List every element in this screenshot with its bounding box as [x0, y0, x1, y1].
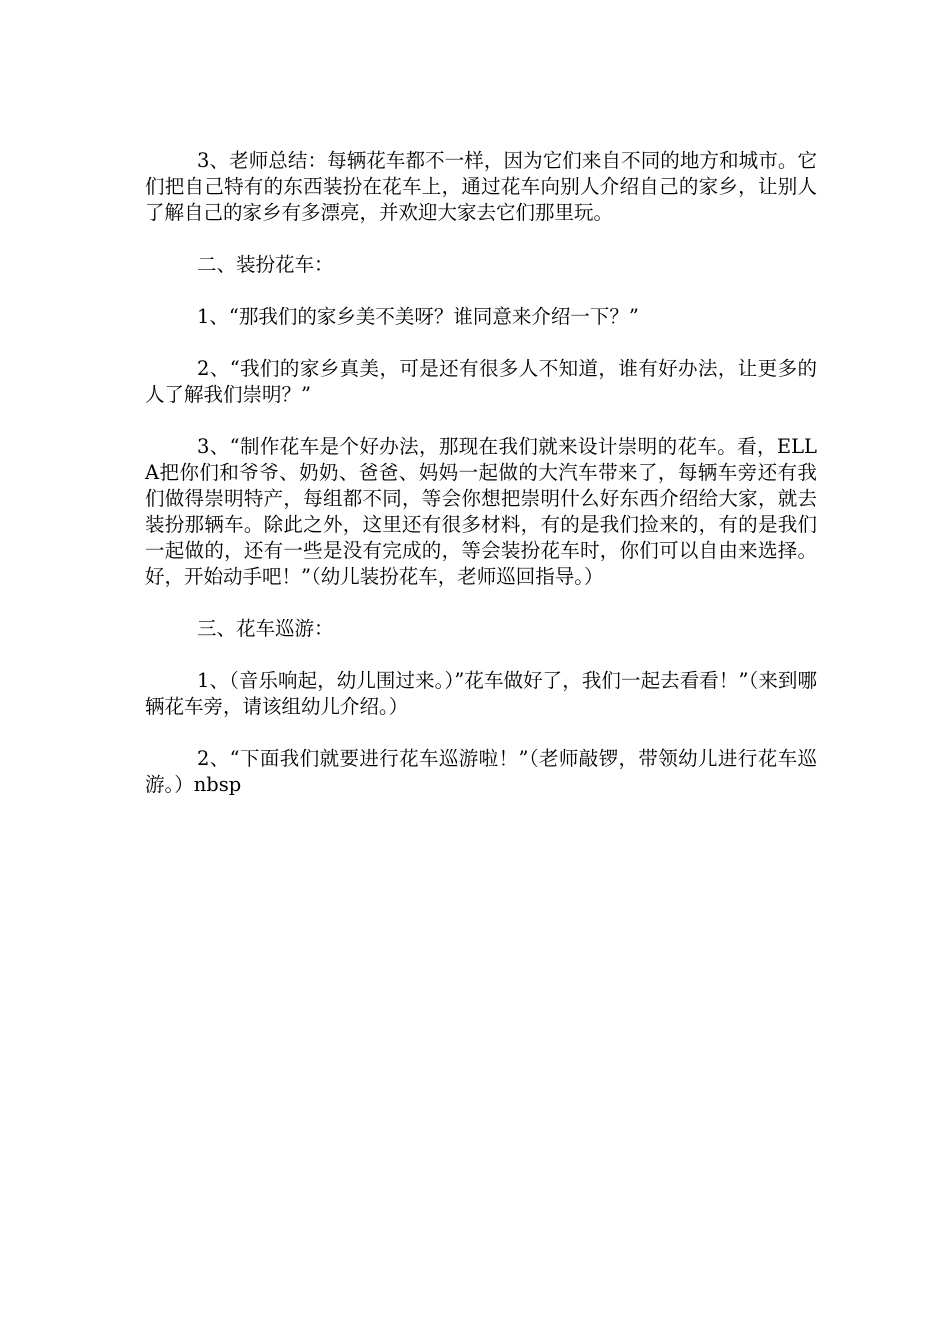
paragraph-parade-1: 1、（音乐响起，幼儿围过来。）”花车做好了，我们一起去看看！”（来到哪辆花车旁，请该组幼儿介绍。）: [145, 669, 817, 718]
paragraph-step-1: 1、“那我们的家乡美不美呀？谁同意来介绍一下？”: [197, 305, 639, 328]
paragraph-parade-2: 2、“下面我们就要进行花车巡游啦！”（老师敲锣，带领幼儿进行花车巡游。）nbsp: [145, 747, 817, 796]
paragraph-step-3: 3、“制作花车是个好办法，那现在我们就来设计崇明的花车。看，ELLA把你们和爷爷、奶奶、爸爸、妈妈一起做的大汽车带来了，每辆车旁还有我们做得崇明特产，每组都不同，等会你想把崇明什么好东西介绍给大家，就去装扮那辆车。除此之外，这里还有很多材料，有的是我们捡来的，有的是我们一起做的，还有一些是没有完成的，等会装扮花车时，你们可以自由来选择。好，开始动手吧！”（幼儿装扮花车，老师巡回指导。）: [145, 435, 817, 588]
section-heading-decorate: 二、装扮花车：: [197, 253, 334, 276]
document-body: [145, 148, 817, 798]
section-heading-parade: 三、花车巡游：: [197, 617, 334, 640]
paragraph-step-2: 2、“我们的家乡真美，可是还有很多人不知道，谁有好办法，让更多的人了解我们崇明？”: [145, 357, 817, 406]
paragraph-summary: 3、老师总结：每辆花车都不一样，因为它们来自不同的地方和城市。它们把自己特有的东西装扮在花车上，通过花车向别人介绍自己的家乡，让别人了解自己的家乡有多漂亮，并欢迎大家去它们那里玩。: [145, 149, 817, 224]
